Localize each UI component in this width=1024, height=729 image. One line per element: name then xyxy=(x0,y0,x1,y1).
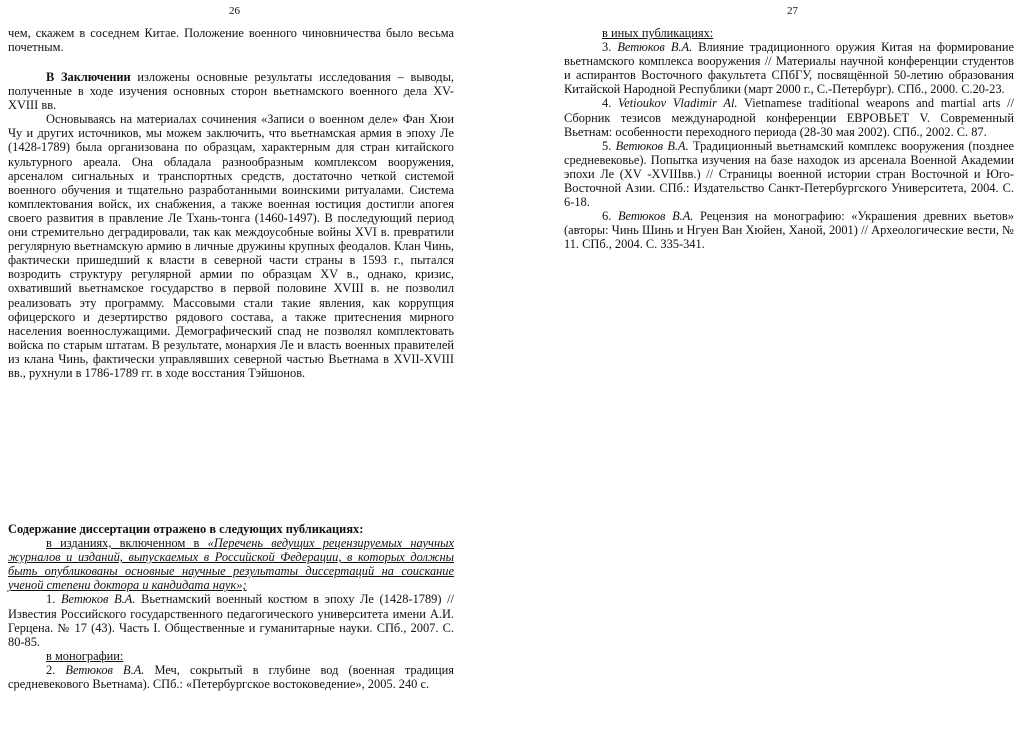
intro-text: чем, скажем в соседнем Китае. Положение военного чиновничества было весьма почетным. xyxy=(8,26,454,55)
conclusion-intro-paragraph xyxy=(8,70,454,112)
pub5-text: Традиционный вьетнамский комплекс вооружения (позднее средневековье). Попытка изучения на базе находок из арсенала Военной Академии эпохи Ле (XV -XVIIIвв.) // Страницы военной истории стран Восточной и Юго-Восточной Азии. СПб.: Издательство Санкт-Петербургского Университета, 2004. С. 6-18. xyxy=(564,138,1014,210)
pub2-text: Меч, сокрытый в глубине вод (военная традиция средневекового Вьетнама). СПб.: «Петербургское востоковедение», 2005. 240 с. xyxy=(8,662,455,692)
pub3-author: Ветюков В.А. xyxy=(617,40,693,55)
page-number: 26 xyxy=(229,5,240,17)
conclusion-intro-text: изложены основные результаты исследования – выводы, полученные в ходе изучения основных сторон вьетнамского военного дела XV-XVIII вв. xyxy=(8,70,454,113)
pub4-author: Vetioukov Vladimir Al. xyxy=(618,96,738,111)
pub2-author: Ветюков В.А. xyxy=(65,662,145,677)
conclusion-section xyxy=(8,70,454,380)
publication-item-2: 2. Ветюков В.А. Меч, сокрытый в глубине вод (военная традиция средневекового Вьетнама). СПб.: «Петербургское востоковедение», 2005. 240 с. xyxy=(8,662,455,692)
page-number: 27 xyxy=(787,5,798,17)
vak-heading-italic: «Перечень ведущих рецензируемых научных журналов и изданий, выпускаемых в Российской Федерации, в которых должны быть опубликованы основные научные результаты диссертаций на соискание ученой степени доктора и кандидата наук»; xyxy=(8,536,454,593)
publication-item-1: 1. Ветюков В.А. Вьетнамский военный костюм в эпоху Ле (1428-1789) // Известия Российского государственного педагогического университета имени А.И. Герцена. № 17 (43). Часть I. Общественные и гуманитарные науки. СПб., 2007. С. 80-85. xyxy=(8,592,455,649)
publication-item-4: 4. Vetioukov Vladimir Al. Vietnamese traditional weapons and martial arts // Сборник тезисов международной конференции ЕВРОВЬЕТ V. Современный Вьетнам: особенности переходного периода (28-30 мая 2002). СПб., 2002. С. 87. xyxy=(564,96,1014,139)
pub5-author: Ветюков В.А. xyxy=(615,138,689,153)
publication-item-3: 3. Ветюков В.А. Влияние традиционного оружия Китая на формирование вьетнамского комплекса вооружения // Материалы научной конференции студентов и аспирантов Восточного факультета СПбГУ, посвящённой 50-летию образования Китайской Народной Республики (март 2000 г., С.-Петербург). СПб., 2000. С.20-23. xyxy=(564,40,1014,97)
publications-heading: Содержание диссертации отражено в следующих публикациях: xyxy=(8,522,364,536)
pub1-author: Ветюков В.А. xyxy=(60,592,136,607)
intro-paragraph xyxy=(8,26,454,54)
pub6-author: Ветюков В.А. xyxy=(617,209,694,224)
pub3-text: Влияние традиционного оружия Китая на формирование вьетнамского комплекса вооружения // Материалы научной конференции студентов и аспирантов Восточного факультета СПбГУ, посвящённой 50-летию образования Китайской Народной Республики (март 2000 г., С.-Петербург). СПб., 2000. С.20-23. xyxy=(564,40,1014,97)
pub4-text: Vietnamese traditional weapons and martial arts // Сборник тезисов международной конференции ЕВРОВЬЕТ V. Современный Вьетнам: особенности переходного периода (28-30 мая 2002). СПб., 2002. С. 87. xyxy=(564,96,1014,139)
other-publications-heading: в иных публикациях: xyxy=(602,26,714,40)
vak-heading xyxy=(8,536,454,592)
right-publications xyxy=(564,26,1014,252)
conclusion-heading: В Заключении xyxy=(46,70,131,84)
publication-item-6: 6. Ветюков В.А. Рецензия на монографию: «Украшения древних вьетов» (авторы: Чинь Шинь и Нгуен Ван Хюйен, Ханой, 2001) // Археологические вести, № 11. СПб., 2004. С. 335-341. xyxy=(564,209,1014,252)
pub1-text: Вьетнамский военный костюм в эпоху Ле (1428-1789) // Известия Российского государственного педагогического университета имени А.И. Герцена. № 17 (43). Часть I. Общественные и гуманитарные науки. СПб., 2007. С. 80-85. xyxy=(8,592,455,649)
publication-item-5: 5. Ветюков В.А. Традиционный вьетнамский комплекс вооружения (позднее средневековье). Попытка изучения на базе находок из арсенала Военной Академии эпохи Ле (XV -XVIIIвв.) // Страницы военной истории стран Восточной и Юго-Восточной Азии. СПб.: Издательство Санкт-Петербургского Университета, 2004. С. 6-18. xyxy=(564,138,1014,210)
vak-heading-plain: в изданиях, включенном в xyxy=(46,536,208,551)
pub6-text: Рецензия на монографию: «Украшения древних вьетов» (авторы: Чинь Шинь и Нгуен Ван Хюйен, Ханой, 2001) // Археологические вести, № 11. СПб., 2004. С. 335-341. xyxy=(564,209,1014,252)
publications-section xyxy=(8,522,454,691)
monographs-heading: в монографии: xyxy=(46,648,124,663)
conclusion-body-text: Основываясь на материалах сочинения «Записи о военном деле» Фан Хюи Чу и других источников, мы можем заключить, что вьетнамская армия в эпоху Ле (1428-1789) была организована по образцам, характерным для стран китайского культурного ареала. Она обладала разнообразным комплексом вооружения, арсеналом сигнальных и транспортных средств, достаточно четкой системой военного обучения и тщательно разработанными воинскими ритуалами. Система комплектования войск, их снабжения, а также военная юстиция достигли апогея своего развития в правление Ле Тхань-тонга (1460-1497). В последующий период они стремительно деградировали, так как междоусобные войны XVI в. превратили регулярную вьетнамскую армию в личные дружины крупных феодалов. Клан Чинь, фактически пришедший к власти в северной части страны в 1593 г., пытался возродить структуру регулярной армии по образцам XV в., однако, кризис, охвативший вьетнамское государство в первой половине XVIII в. не позволил реализовать эту программу. Массовыми стали такие явления, как коррупция офицерского и дезертирство рядового состава, а также притеснения мирного населения военнослужащими. Демографический спад не позволял комплектовать войска по старым штатам. В результате, монархия Ле и власть военных правителей из клана Чинь, фактически управлявших северной частью Вьетнама в XVII-XVIII вв., рухнули в 1786-1789 гг. в ходе восстания Тэйшонов. xyxy=(8,112,454,380)
